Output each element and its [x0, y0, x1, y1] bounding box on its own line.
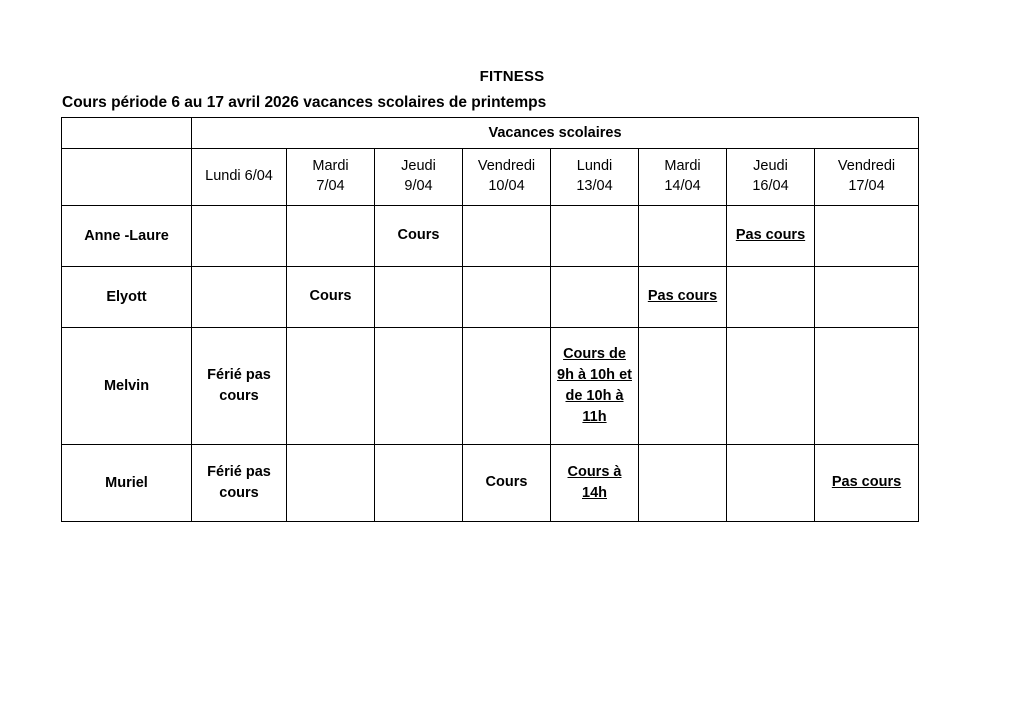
cell-anne-laure-jeudi-9-04: Cours	[375, 206, 463, 267]
schedule-table	[61, 117, 919, 522]
header-line1: Mardi	[664, 158, 701, 175]
column-header-vendredi-17-04	[815, 149, 919, 206]
column-header-jeudi-16-04	[727, 149, 815, 206]
cell-melvin-mardi-14-04	[639, 328, 727, 445]
table-row	[62, 267, 919, 328]
cell-elyott-lundi-6-04	[192, 267, 287, 328]
cell-melvin-jeudi-16-04	[727, 328, 815, 445]
cell-anne-laure-vendredi-17-04	[815, 206, 919, 267]
cell-anne-laure-mardi-14-04	[639, 206, 727, 267]
vacation-banner: Vacances scolaires	[192, 118, 919, 149]
header-line1: Vendredi	[837, 158, 896, 175]
column-header-jeudi-9-04	[375, 149, 463, 206]
header-line2: 14/04	[664, 178, 701, 194]
cell-elyott-jeudi-9-04	[375, 267, 463, 328]
cell-anne-laure-lundi-13-04	[551, 206, 639, 267]
cell-anne-laure-jeudi-16-04: Pas cours	[727, 206, 815, 267]
header-line1: Lundi	[576, 158, 613, 175]
cell-elyott-mardi-14-04: Pas cours	[639, 267, 727, 328]
table-row	[62, 206, 919, 267]
header-line2: 17/04	[848, 178, 885, 194]
cell-melvin-mardi-7-04	[287, 328, 375, 445]
cell-melvin-lundi-13-04: Cours de 9h à 10h et de 10h à 11h	[551, 328, 639, 445]
cell-muriel-mardi-7-04	[287, 445, 375, 522]
header-line1: Jeudi	[401, 158, 436, 175]
table-banner-row	[62, 118, 919, 149]
cell-melvin-jeudi-9-04	[375, 328, 463, 445]
header-line2: Lundi 6/04	[205, 168, 273, 185]
column-header-mardi-7-04	[287, 149, 375, 206]
header-line2: 7/04	[316, 178, 345, 194]
table-row	[62, 445, 919, 522]
header-line2: 9/04	[404, 178, 433, 194]
cell-elyott-lundi-13-04	[551, 267, 639, 328]
cell-elyott-mardi-7-04: Cours	[287, 267, 375, 328]
cell-muriel-jeudi-16-04	[727, 445, 815, 522]
row-label-elyott: Elyott	[62, 267, 192, 328]
cell-muriel-lundi-6-04: Férié pas cours	[192, 445, 287, 522]
page-subtitle: Cours période 6 au 17 avril 2026 vacances scolaires de printemps	[62, 94, 547, 111]
table-header-row	[62, 149, 919, 206]
row-label-anne-laure: Anne -Laure	[62, 206, 192, 267]
cell-anne-laure-vendredi-10-04	[463, 206, 551, 267]
column-header-vendredi-10-04	[463, 149, 551, 206]
cell-muriel-vendredi-10-04: Cours	[463, 445, 551, 522]
table-row	[62, 328, 919, 445]
cell-elyott-jeudi-16-04	[727, 267, 815, 328]
column-header-lundi-6-04	[192, 149, 287, 206]
header-line2: 13/04	[576, 178, 613, 194]
cell-melvin-vendredi-17-04	[815, 328, 919, 445]
cell-melvin-vendredi-10-04	[463, 328, 551, 445]
cell-muriel-mardi-14-04	[639, 445, 727, 522]
cell-elyott-vendredi-17-04	[815, 267, 919, 328]
cell-melvin-lundi-6-04: Férié pas cours	[192, 328, 287, 445]
header-line2: 10/04	[488, 178, 525, 194]
cell-muriel-vendredi-17-04: Pas cours	[815, 445, 919, 522]
column-header-mardi-14-04	[639, 149, 727, 206]
table-corner-cell	[62, 118, 192, 149]
header-line1: Mardi	[312, 158, 349, 175]
cell-muriel-lundi-13-04: Cours à 14h	[551, 445, 639, 522]
page-title: FITNESS	[479, 68, 545, 85]
table-corner-cell-2	[62, 149, 192, 206]
header-line1: Vendredi	[477, 158, 536, 175]
row-label-muriel: Muriel	[62, 445, 192, 522]
cell-anne-laure-lundi-6-04	[192, 206, 287, 267]
cell-elyott-vendredi-10-04	[463, 267, 551, 328]
cell-anne-laure-mardi-7-04	[287, 206, 375, 267]
cell-muriel-jeudi-9-04	[375, 445, 463, 522]
row-label-melvin: Melvin	[62, 328, 192, 445]
header-line2: 16/04	[752, 178, 789, 194]
column-header-lundi-13-04	[551, 149, 639, 206]
header-line1: Jeudi	[753, 158, 788, 175]
